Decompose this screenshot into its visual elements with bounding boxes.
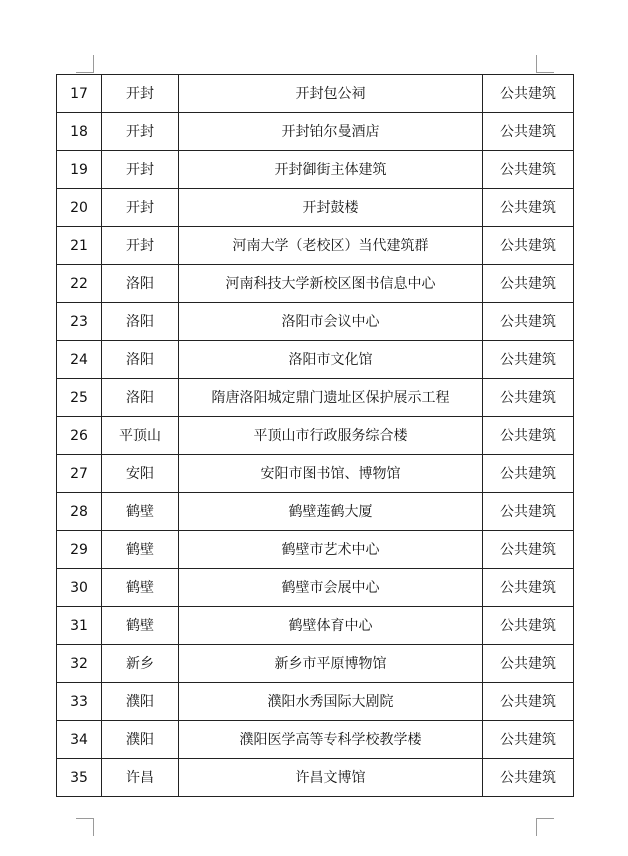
city-cell: 开封 — [102, 151, 179, 189]
page-corner-mark-top-left — [76, 55, 94, 73]
building-name-cell: 许昌文博馆 — [179, 759, 483, 797]
city-cell: 鹤壁 — [102, 493, 179, 531]
page-corner-mark-bottom-left — [76, 818, 94, 836]
city-cell: 许昌 — [102, 759, 179, 797]
building-type-cell: 公共建筑 — [483, 341, 574, 379]
city-cell: 开封 — [102, 75, 179, 113]
building-type-cell: 公共建筑 — [483, 607, 574, 645]
table-row — [57, 417, 574, 455]
row-number-cell: 32 — [57, 645, 102, 683]
building-name-cell: 鹤壁市会展中心 — [179, 569, 483, 607]
building-name-cell: 安阳市图书馆、博物馆 — [179, 455, 483, 493]
building-type-cell: 公共建筑 — [483, 265, 574, 303]
page-corner-mark-bottom-right — [536, 818, 554, 836]
table-row — [57, 113, 574, 151]
city-cell: 开封 — [102, 113, 179, 151]
building-type-cell: 公共建筑 — [483, 759, 574, 797]
building-type-cell: 公共建筑 — [483, 645, 574, 683]
city-cell: 濮阳 — [102, 683, 179, 721]
building-name-cell: 鹤壁莲鹤大厦 — [179, 493, 483, 531]
building-type-cell: 公共建筑 — [483, 227, 574, 265]
table-row — [57, 265, 574, 303]
row-number-cell: 28 — [57, 493, 102, 531]
city-cell: 开封 — [102, 189, 179, 227]
row-number-cell: 21 — [57, 227, 102, 265]
table-row — [57, 493, 574, 531]
city-cell: 洛阳 — [102, 341, 179, 379]
building-name-cell: 开封包公祠 — [179, 75, 483, 113]
row-number-cell: 19 — [57, 151, 102, 189]
table-row — [57, 455, 574, 493]
row-number-cell: 20 — [57, 189, 102, 227]
row-number-cell: 25 — [57, 379, 102, 417]
building-type-cell: 公共建筑 — [483, 455, 574, 493]
table-row — [57, 569, 574, 607]
row-number-cell: 23 — [57, 303, 102, 341]
row-number-cell: 34 — [57, 721, 102, 759]
city-cell: 鹤壁 — [102, 531, 179, 569]
building-name-cell: 新乡市平原博物馆 — [179, 645, 483, 683]
row-number-cell: 33 — [57, 683, 102, 721]
table-row — [57, 303, 574, 341]
row-number-cell: 18 — [57, 113, 102, 151]
building-type-cell: 公共建筑 — [483, 151, 574, 189]
row-number-cell: 24 — [57, 341, 102, 379]
building-type-cell: 公共建筑 — [483, 379, 574, 417]
building-type-cell: 公共建筑 — [483, 493, 574, 531]
row-number-cell: 35 — [57, 759, 102, 797]
table-row — [57, 683, 574, 721]
city-cell: 鹤壁 — [102, 607, 179, 645]
page-corner-mark-top-right — [536, 55, 554, 73]
city-cell: 洛阳 — [102, 303, 179, 341]
building-list-table — [56, 74, 574, 797]
building-type-cell: 公共建筑 — [483, 303, 574, 341]
building-name-cell: 河南科技大学新校区图书信息中心 — [179, 265, 483, 303]
row-number-cell: 29 — [57, 531, 102, 569]
row-number-cell: 22 — [57, 265, 102, 303]
table-row — [57, 645, 574, 683]
table-row — [57, 151, 574, 189]
city-cell: 洛阳 — [102, 265, 179, 303]
table-row — [57, 189, 574, 227]
building-name-cell: 鹤壁体育中心 — [179, 607, 483, 645]
table-row — [57, 379, 574, 417]
building-name-cell: 洛阳市文化馆 — [179, 341, 483, 379]
city-cell: 开封 — [102, 227, 179, 265]
city-cell: 鹤壁 — [102, 569, 179, 607]
table-row — [57, 227, 574, 265]
building-type-cell: 公共建筑 — [483, 721, 574, 759]
table-row — [57, 531, 574, 569]
building-name-cell: 洛阳市会议中心 — [179, 303, 483, 341]
building-type-cell: 公共建筑 — [483, 113, 574, 151]
building-name-cell: 开封铂尔曼酒店 — [179, 113, 483, 151]
building-name-cell: 濮阳水秀国际大剧院 — [179, 683, 483, 721]
building-name-cell: 濮阳医学高等专科学校教学楼 — [179, 721, 483, 759]
table-row — [57, 607, 574, 645]
row-number-cell: 31 — [57, 607, 102, 645]
building-type-cell: 公共建筑 — [483, 189, 574, 227]
table-row — [57, 341, 574, 379]
row-number-cell: 30 — [57, 569, 102, 607]
building-name-cell: 鹤壁市艺术中心 — [179, 531, 483, 569]
row-number-cell: 27 — [57, 455, 102, 493]
building-name-cell: 平顶山市行政服务综合楼 — [179, 417, 483, 455]
row-number-cell: 17 — [57, 75, 102, 113]
city-cell: 新乡 — [102, 645, 179, 683]
building-type-cell: 公共建筑 — [483, 75, 574, 113]
table-row — [57, 759, 574, 797]
row-number-cell: 26 — [57, 417, 102, 455]
city-cell: 洛阳 — [102, 379, 179, 417]
building-name-cell: 隋唐洛阳城定鼎门遗址区保护展示工程 — [179, 379, 483, 417]
table-row — [57, 75, 574, 113]
building-type-cell: 公共建筑 — [483, 569, 574, 607]
table-row — [57, 721, 574, 759]
city-cell: 濮阳 — [102, 721, 179, 759]
building-name-cell: 开封御街主体建筑 — [179, 151, 483, 189]
building-name-cell: 开封鼓楼 — [179, 189, 483, 227]
building-type-cell: 公共建筑 — [483, 417, 574, 455]
building-name-cell: 河南大学（老校区）当代建筑群 — [179, 227, 483, 265]
building-type-cell: 公共建筑 — [483, 683, 574, 721]
city-cell: 安阳 — [102, 455, 179, 493]
building-type-cell: 公共建筑 — [483, 531, 574, 569]
building-list-body — [57, 75, 574, 797]
city-cell: 平顶山 — [102, 417, 179, 455]
